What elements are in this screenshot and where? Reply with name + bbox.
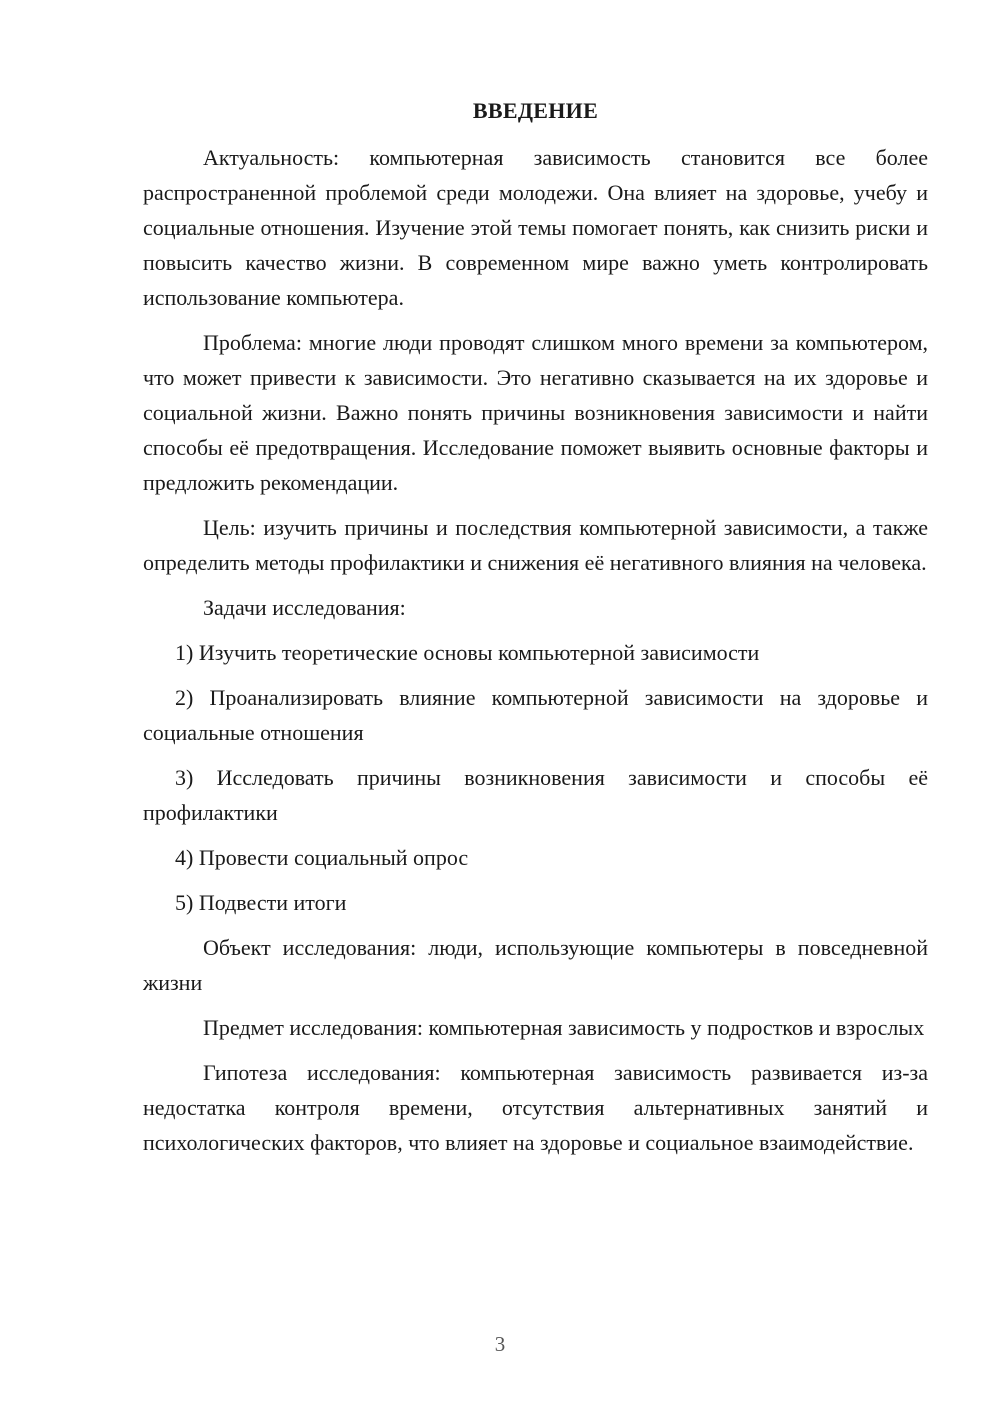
document-page [143, 96, 928, 1170]
paragraph-hypothesis: Гипотеза исследования: компьютерная зависимость развивается из-за недостатка контроля времени, отсутствия альтернативных занятий и психологических факторов, что влияет на здоровье и социальное взаимодействие. [143, 1060, 928, 1155]
paragraph-tasks-heading: Задачи исследования: [203, 595, 406, 620]
task-item-1: 1) Изучить теоретические основы компьютерной зависимости [175, 640, 760, 665]
paragraph-subject: Предмет исследования: компьютерная зависимость у подростков и взрослых [203, 1015, 925, 1040]
paragraph-object: Объект исследования: люди, использующие компьютеры в повседневной жизни [143, 935, 928, 995]
task-item-5: 5) Подвести итоги [175, 890, 347, 915]
task-item-2: 2) Проанализировать влияние компьютерной зависимости на здоровье и социальные отношения [143, 685, 928, 745]
paragraph-relevance: Актуальность: компьютерная зависимость становится все более распространенной проблемой среди молодежи. Она влияет на здоровье, учебу и социальные отношения. Изучение этой темы помогает понять, как снизить риски и повысить качество жизни. В современном мире важно уметь контролировать использование компьютера. [143, 145, 928, 310]
page-title: ВВЕДЕНИЕ [472, 98, 599, 123]
paragraph-problem: Проблема: многие люди проводят слишком много времени за компьютером, что может привести к зависимости. Это негативно сказывается на их здоровье и социальной жизни. Важно понять причины возникновения зависимости и найти способы её предотвращения. Исследование поможет выявить основные факторы и предложить рекомендации. [143, 330, 928, 495]
task-item-4: 4) Провести социальный опрос [175, 845, 469, 870]
paragraph-goal: Цель: изучить причины и последствия компьютерной зависимости, а также определить методы профилактики и снижения её негативного влияния на человека. [143, 515, 928, 575]
task-item-3: 3) Исследовать причины возникновения зависимости и способы её профилактики [143, 765, 928, 825]
page-number: 3 [494, 1332, 506, 1356]
